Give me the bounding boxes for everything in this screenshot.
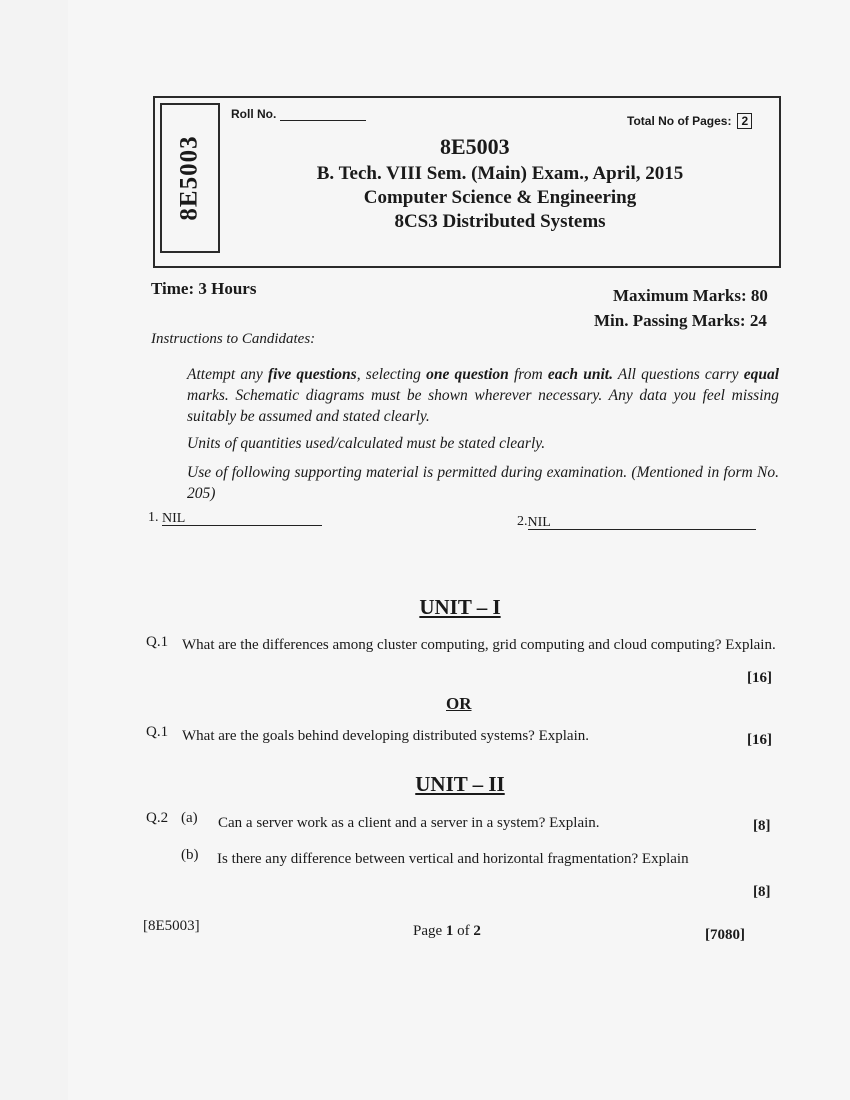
roll-label: Roll No. [231,107,277,121]
q2b-marks: [8] [753,884,771,900]
q1a-text: What are the differences among cluster computing, grid computing and cloud computing? Explain. [182,637,776,653]
roll-number-field [231,107,366,121]
instr-text: from [508,366,548,383]
instruction-3: Use of following supporting material is permitted during examination. (Mentioned in form No. 205) [187,464,779,502]
min-marks: Min. Passing Marks: 24 [594,311,767,330]
q2a-marks: [8] [753,818,771,834]
material-1-line [162,511,322,526]
q2b-label: (b) [181,847,199,863]
total-pages [627,113,752,129]
q2a-label: (a) [181,810,198,826]
roll-line [280,108,366,121]
q1b-text: What are the goals behind developing distributed systems? Explain. [182,728,589,744]
q1a-number: Q.1 [146,634,169,650]
material-2-prefix: 2. [517,514,528,529]
max-marks: Maximum Marks: 80 [613,286,768,305]
page-of: of [453,923,474,939]
material-2-value: NIL [527,515,551,530]
material-2 [517,514,756,530]
material-1-value: NIL [162,511,186,526]
instr-text: Attempt any [187,366,268,383]
side-code-box [160,103,220,253]
footer-code-right: [7080] [705,927,745,943]
subject: 8CS3 Distributed Systems [394,211,606,232]
instr-text: marks. Schematic diagrams must be shown wherever necessary. Any data you feel missing suitably be assumed and stated clearly. [187,387,779,425]
material-1-prefix: 1. [148,510,162,525]
instr-bold: equal [743,366,780,383]
unit-1-heading: UNIT – I [419,595,501,619]
material-1 [148,510,322,526]
instr-text: , selecting [356,366,427,383]
page-prefix: Page [413,923,446,939]
q1b-marks: [16] [747,732,772,748]
instructions-title: Instructions to Candidates: [151,331,316,347]
or-divider: OR [446,694,472,713]
total-pages-label: Total No of Pages: [627,114,732,128]
unit-2-heading: UNIT – II [415,772,505,796]
instr-bold: one question [426,366,509,383]
side-code: 8E5003 [176,135,203,221]
q1a-marks: [16] [747,670,772,686]
instr-bold: five questions [267,366,357,383]
exam-title: B. Tech. VIII Sem. (Main) Exam., April, 2015 [316,163,684,184]
exam-time: Time: 3 Hours [151,279,257,298]
instruction-2: Units of quantities used/calculated must be stated clearly. [187,435,546,452]
q2-number: Q.2 [146,810,169,826]
paper-code: 8E5003 [440,134,510,159]
q1b-number: Q.1 [146,724,169,740]
page-total: 2 [473,923,481,939]
branch: Computer Science & Engineering [363,187,637,208]
instr-bold: each unit. [547,366,613,383]
q2a-text: Can a server work as a client and a server in a system? Explain. [218,815,600,831]
instruction-1 [187,364,779,427]
footer-page-number [413,923,481,940]
page-current: 1 [445,923,454,939]
material-2-line [528,515,756,530]
q2b-text: Is there any difference between vertical and horizontal fragmentation? Explain [217,851,689,867]
total-pages-value: 2 [737,113,752,129]
instr-text: All questions carry [612,366,744,383]
footer-paper-code: [8E5003] [143,918,200,934]
